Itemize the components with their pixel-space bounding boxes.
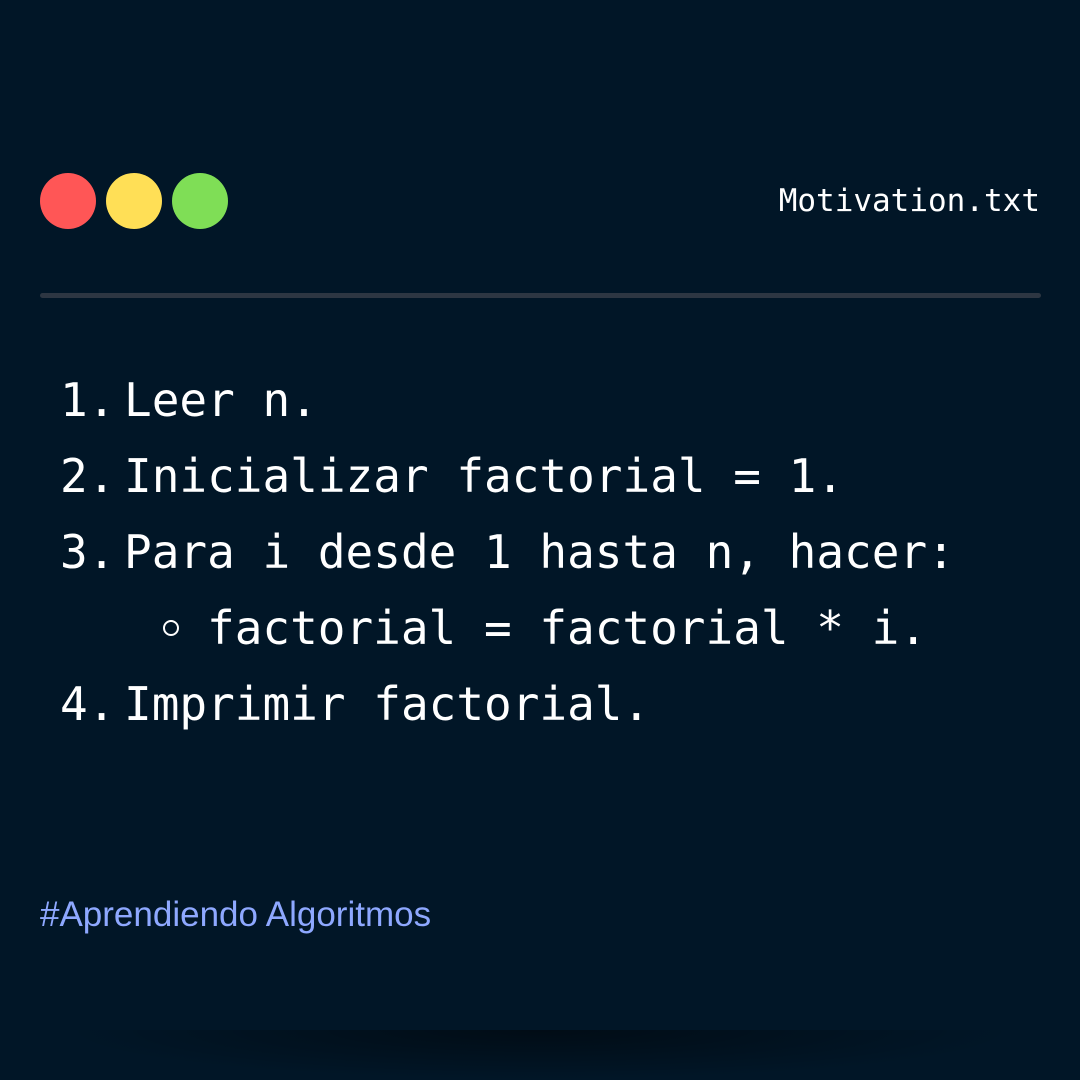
step-text: Para i desde 1 hasta n, hacer: bbox=[124, 525, 955, 579]
step-number: 2. bbox=[60, 449, 116, 503]
step-number: 1. bbox=[60, 373, 116, 427]
step-text: Inicializar factorial = 1. bbox=[124, 449, 845, 503]
list-item bbox=[60, 438, 955, 514]
list-item bbox=[60, 666, 955, 742]
minimize-window-button[interactable] bbox=[106, 173, 162, 229]
sub-list-item bbox=[60, 590, 955, 666]
step-text: Imprimir factorial. bbox=[124, 677, 651, 731]
file-name: Motivation.txt bbox=[778, 183, 1040, 219]
close-window-button[interactable] bbox=[40, 173, 96, 229]
maximize-window-button[interactable] bbox=[172, 173, 228, 229]
bottom-shadow bbox=[60, 1030, 1020, 1080]
circle-bullet-icon bbox=[163, 620, 179, 636]
step-number: 3. bbox=[60, 525, 116, 579]
substep-text: factorial = factorial * i. bbox=[207, 601, 928, 655]
list-item bbox=[60, 514, 955, 590]
algorithm-steps bbox=[60, 362, 955, 742]
hashtag-label: #Aprendiendo Algoritmos bbox=[40, 895, 432, 934]
step-text: Leer n. bbox=[124, 373, 318, 427]
step-number: 4. bbox=[60, 677, 116, 731]
header-divider bbox=[40, 293, 1041, 298]
list-item bbox=[60, 362, 955, 438]
window-controls bbox=[40, 173, 228, 229]
